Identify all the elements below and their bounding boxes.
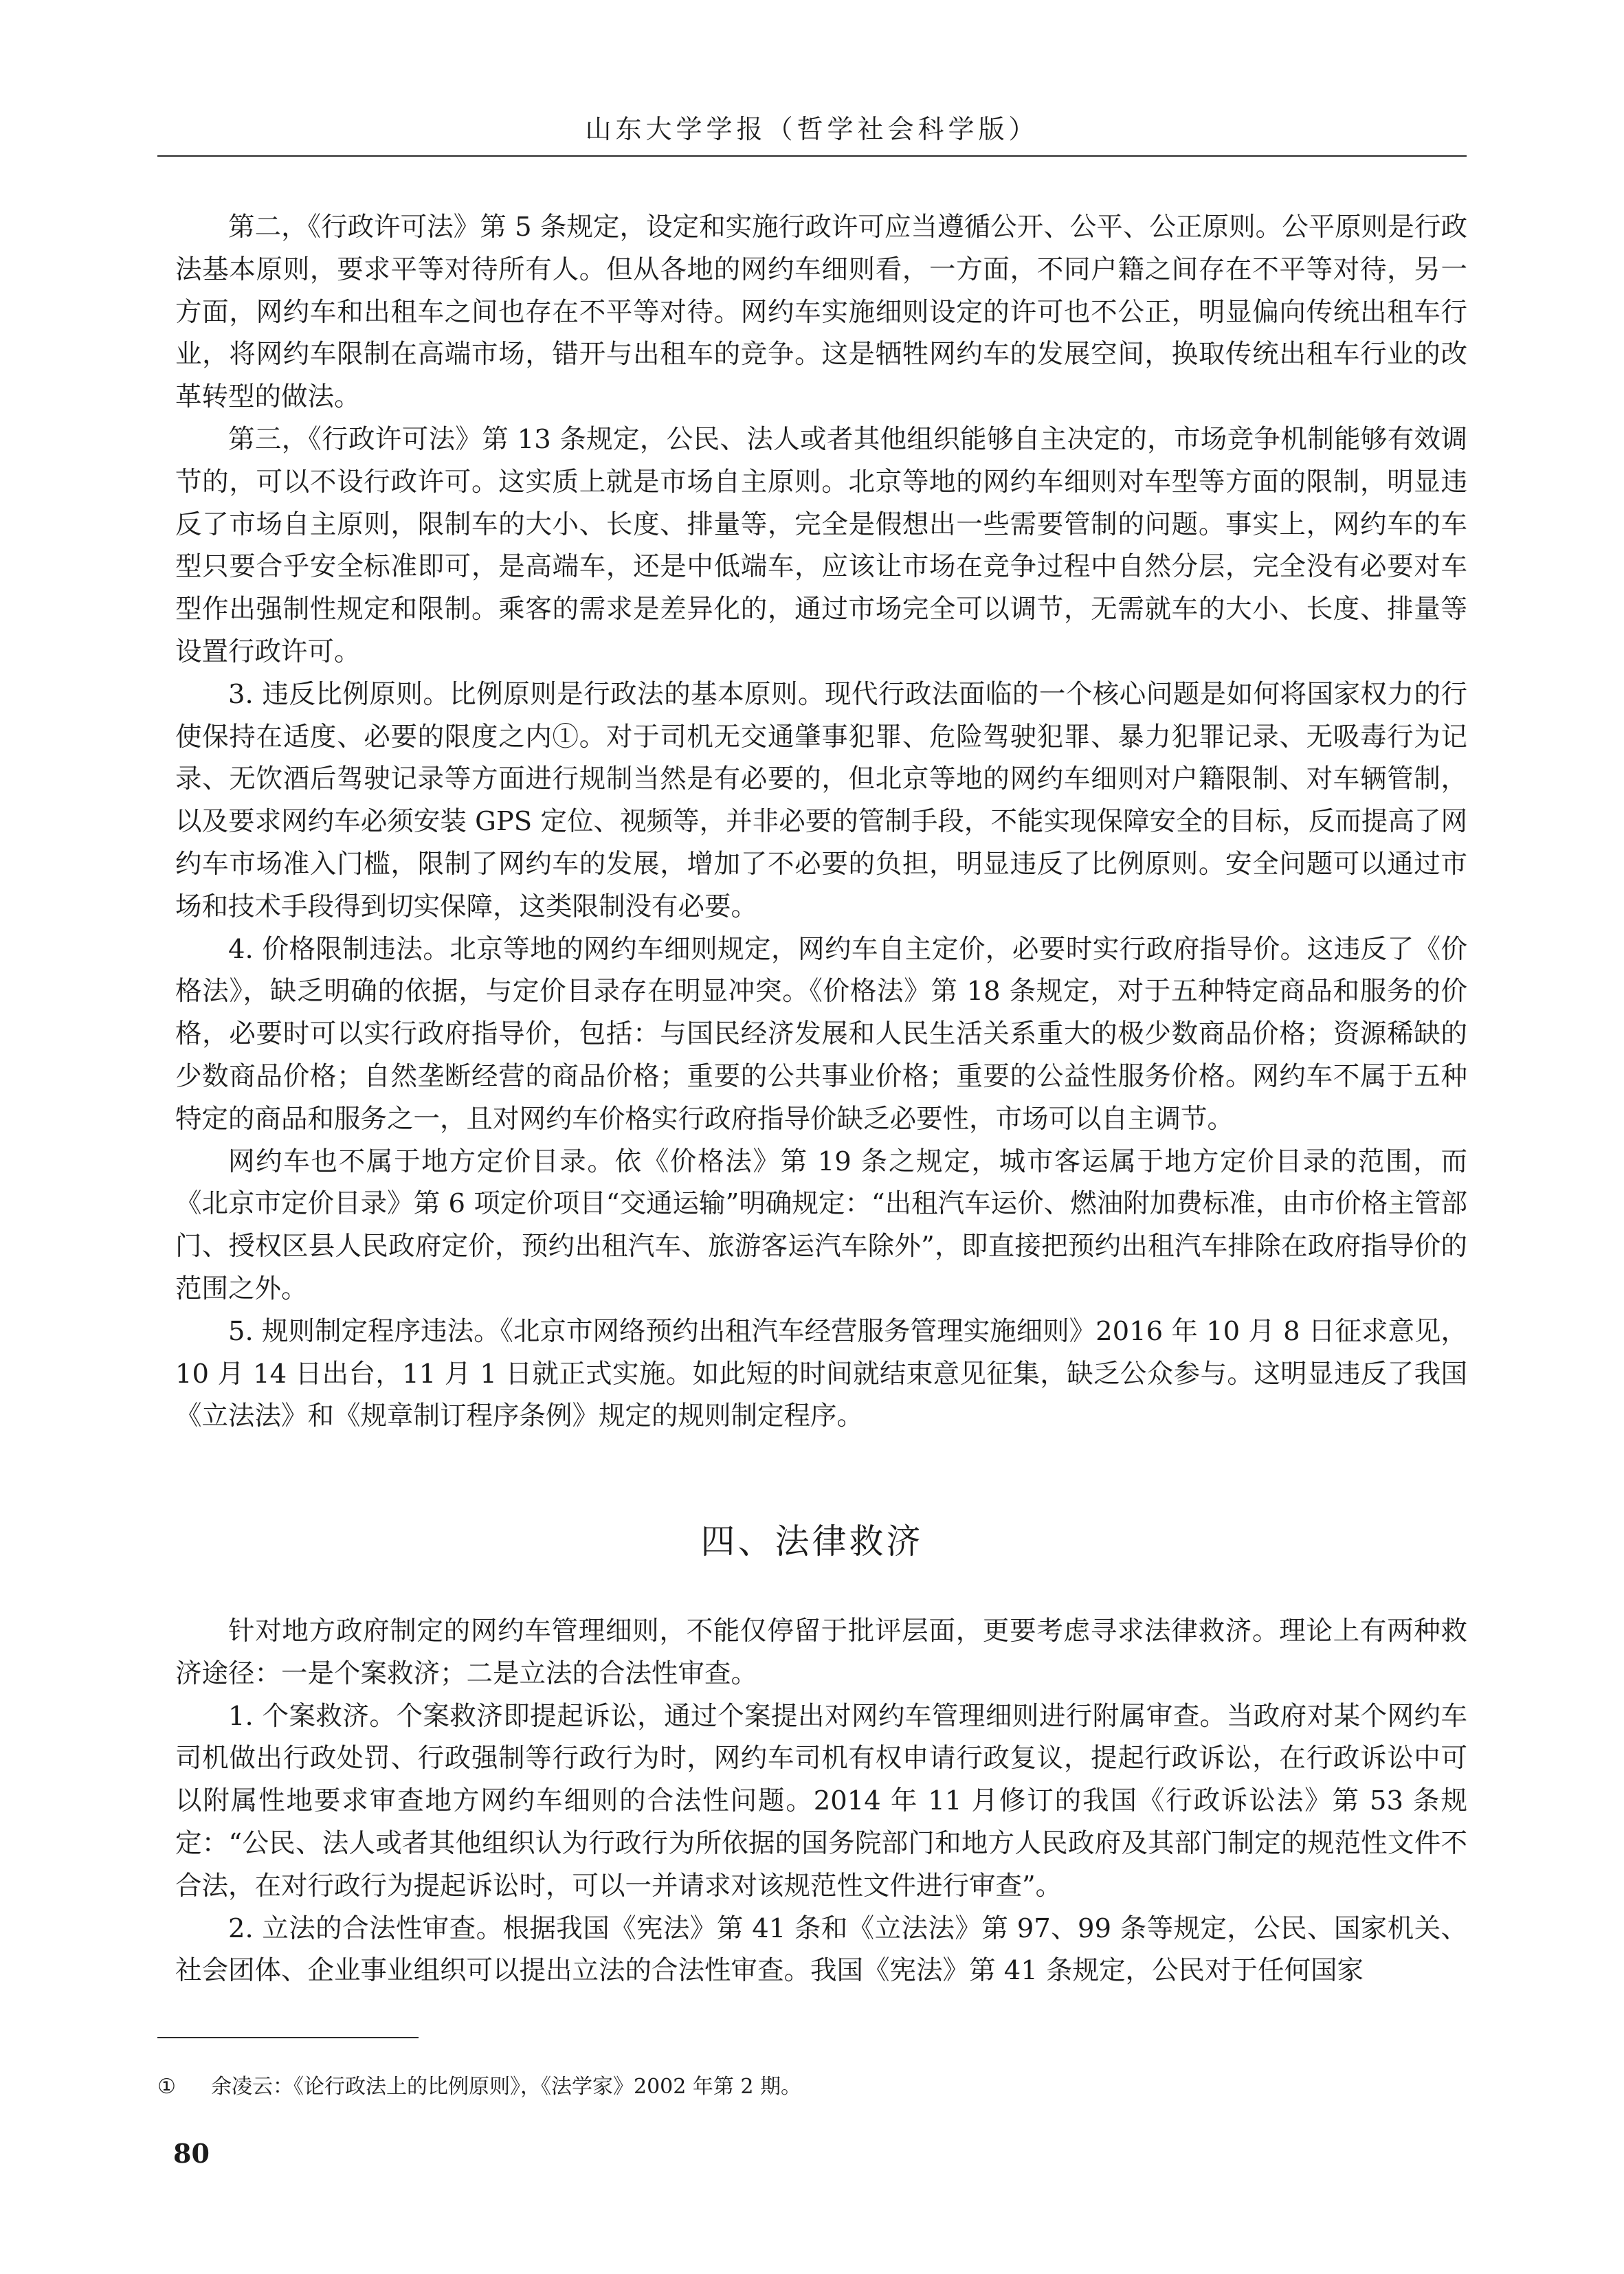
footnote-marker: ①	[157, 2075, 176, 2099]
header-divider	[157, 155, 1467, 157]
running-header-journal-title: 山东大学学报（哲学社会科学版）	[585, 114, 1039, 144]
paragraph-case-remedy: 1. 个案救济。个案救济即提起诉讼，通过个案提出对网约车管理细则进行附属审查。当政府对某个网约车司机做出行政处罚、行政强制等行政行为时，网约车司机有权申请行政复议，提起行政诉讼，在行政诉讼中可以附属性地要求审查地方网约车细则的合法性问题。2014 年 11 月修订的我国《行政诉讼法》第 53 条规定：“公民、法人或者其他组织认为行政行为所依据的国务院部门和地方人民政府及其部门制定的规范性文件不合法，在对行政行为提起诉讼时，可以一并请求对该规范性文件进行审查”。	[175, 1700, 1467, 1902]
body-text-after-section	[175, 1610, 1467, 1992]
body-text-before-section	[175, 206, 1467, 1438]
paragraph-proportionality: 3. 违反比例原则。比例原则是行政法的基本原则。现代行政法面临的一个核心问题是如何将国家权力的行使保持在适度、必要的限度之内①。对于司机无交通肇事犯罪、危险驾驶犯罪、暴力犯罪记录、无吸毒行为记录、无饮酒后驾驶记录等方面进行规制当然是有必要的，但北京等地的网约车细则对户籍限制、对车辆管制，以及要求网约车必须安装 GPS 定位、视频等，并非必要的管制手段，不能实现保障安全的目标，反而提高了网约车市场准入门槛，限制了网约车的发展，增加了不必要的负担，明显违反了比例原则。安全问题可以通过市场和技术手段得到切实保障，这类限制没有必要。	[175, 678, 1467, 922]
footnote-text: 余凌云：《论行政法上的比例原则》，《法学家》2002 年第 2 期。	[211, 2075, 802, 2099]
paragraph-market-autonomy: 第三，《行政许可法》第 13 条规定，公民、法人或者其他组织能够自主决定的，市场竞争机制能够有效调节的，可以不设行政许可。这实质上就是市场自主原则。北京等地的网约车细则对车型等方面的限制，明显违反了市场自主原则，限制车的大小、长度、排量等，完全是假想出一些需要管制的问题。事实上，网约车的车型只要合乎安全标准即可，是高端车，还是中低端车，应该让市场在竞争过程中自然分层，完全没有必要对车型作出强制性规定和限制。乘客的需求是差异化的，通过市场完全可以调节，无需就车的大小、长度、排量等设置行政许可。	[175, 423, 1467, 667]
paragraph-fairness-principle: 第二，《行政许可法》第 5 条规定，设定和实施行政许可应当遵循公开、公平、公正原则。公平原则是行政法基本原则，要求平等对待所有人。但从各地的网约车细则看，一方面，不同户籍之间存在不平等对待，另一方面，网约车和出租车之间也存在不平等对待。网约车实施细则设定的许可也不公正，明显偏向传统出租车行业，将网约车限制在高端市场，错开与出租车的竞争。这是牺牲网约车的发展空间，换取传统出租车行业的改革转型的做法。	[175, 212, 1467, 413]
section-heading: 四、法律救济	[700, 1521, 924, 1561]
paragraph-price-restriction: 4. 价格限制违法。北京等地的网约车细则规定，网约车自主定价，必要时实行政府指导价。这违反了《价格法》，缺乏明确的依据，与定价目录存在明显冲突。《价格法》第 18 条规定，对于五种特定商品和服务的价格，必要时可以实行政府指导价，包括：与国民经济发展和人民生活关系重大的极少数商品价格；资源稀缺的少数商品价格；自然垄断经营的商品价格；重要的公共事业价格；重要的公益性服务价格。网约车不属于五种特定的商品和服务之一，且对网约车价格实行政府指导价缺乏必要性，市场可以自主调节。	[175, 933, 1467, 1135]
footnote	[157, 2072, 1467, 2102]
paragraph-legislative-review: 2. 立法的合法性审查。根据我国《宪法》第 41 条和《立法法》第 97、99 条等规定，公民、国家机关、社会团体、企业事业组织可以提出立法的合法性审查。我国《宪法》第 41 条规定，公民对于任何国家	[175, 1913, 1467, 1987]
paragraph-pricing-catalogue: 网约车也不属于地方定价目录。依《价格法》第 19 条之规定，城市客运属于地方定价目录的范围，而《北京市定价目录》第 6 项定价项目“交通运输”明确规定：“出租汽车运价、燃油附加费标准，由市价格主管部门、授权区县人民政府定价，预约出租汽车、旅游客运汽车除外”，即直接把预约出租汽车排除在政府指导价的范围之外。	[175, 1146, 1467, 1304]
paragraph-legal-remedy-intro: 针对地方政府制定的网约车管理细则，不能仅停留于批评层面，更要考虑寻求法律救济。理论上有两种救济途径：一是个案救济；二是立法的合法性审查。	[175, 1616, 1467, 1689]
page-number: 80	[173, 2138, 210, 2169]
footnote-divider	[157, 2037, 419, 2038]
paragraph-rulemaking-procedure: 5. 规则制定程序违法。《北京市网络预约出租汽车经营服务管理实施细则》2016 年 10 月 8 日征求意见，10 月 14 日出台，11 月 1 日就正式实施。如此短的时间就结束意见征集，缺乏公众参与。这明显违反了我国《立法法》和《规章制订程序条例》规定的规则制定程序。	[175, 1315, 1467, 1432]
